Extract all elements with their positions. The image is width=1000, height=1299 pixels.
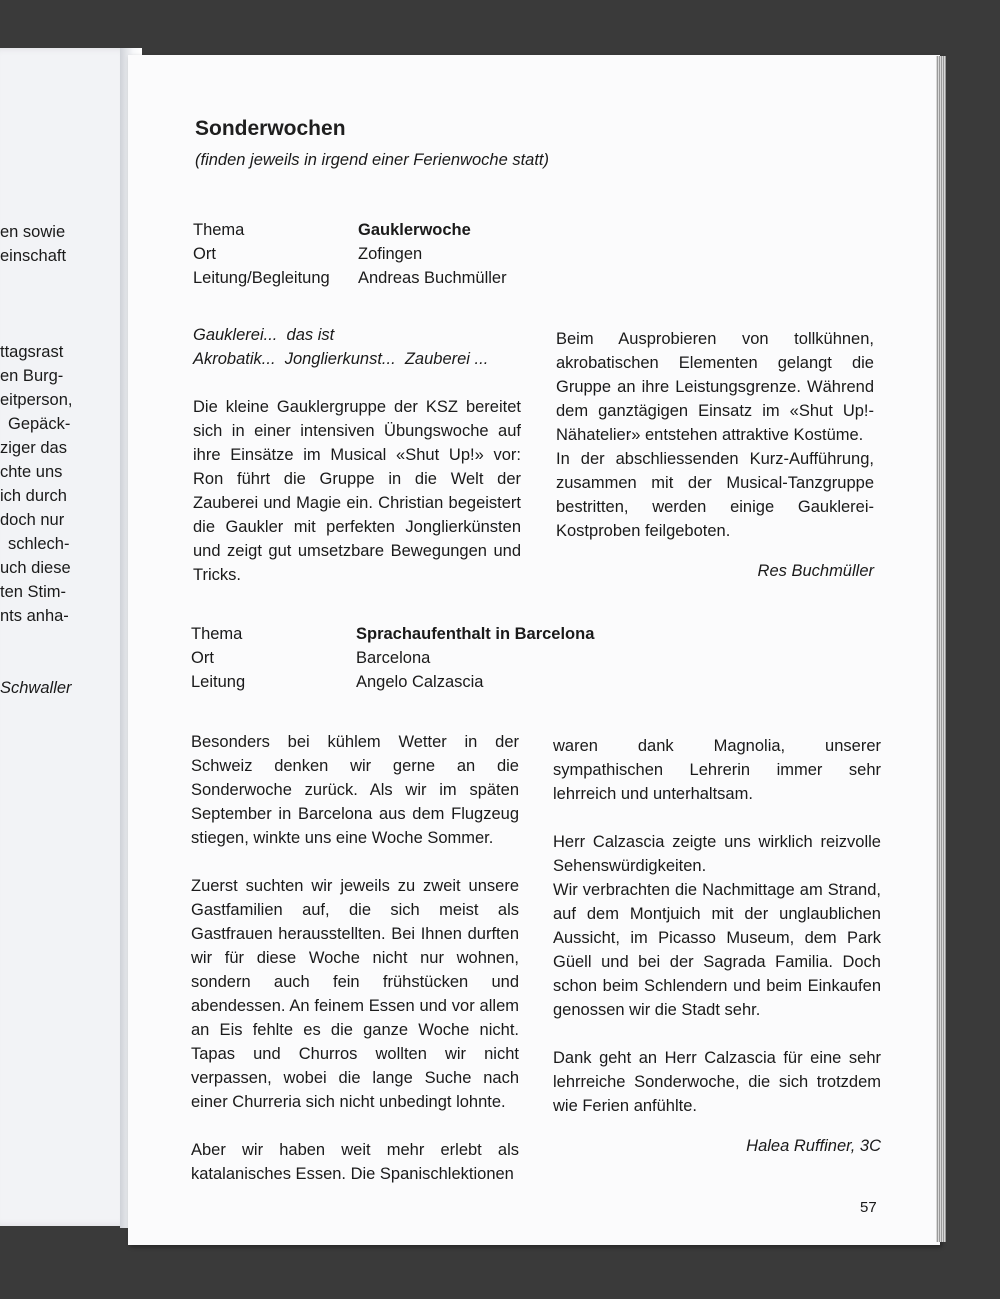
author-signature: Halea Ruffiner, 3C — [746, 1137, 881, 1155]
left-page-fragment: en Burg- — [0, 367, 64, 385]
left-page-fragment: schlech- — [8, 535, 70, 553]
info-value: Gauklerwoche — [358, 221, 471, 239]
page-title: Sonderwochen — [195, 117, 346, 140]
info-label: Thema — [191, 625, 243, 643]
paragraph: Die kleine Gauklergruppe der KSZ bereitet sich in einer intensiven Übungswoche auf ihre Einsätze im Musical «Shut Up!» vor: Ron führt die Gruppe in die Welt der Zauberei und Magie ein. Christian begeistert die Gaukler mit perfekten Jonglierkünsten und zeigt gut umsetzbare Bewegungen und Tricks. — [193, 398, 521, 584]
page-content — [128, 55, 940, 1245]
left-page-fragment: ttagsrast — [0, 343, 64, 361]
paragraph: waren dank Magnolia, unserer sympathischen Lehrerin immer sehr lehrreich und unterhaltsam. — [553, 737, 881, 803]
page-number: 57 — [860, 1199, 877, 1216]
left-page — [0, 48, 132, 1226]
left-page-fragment: doch nur — [0, 511, 65, 529]
info-row — [193, 242, 507, 266]
intro-line: Gauklerei... das ist — [193, 326, 335, 344]
page — [128, 55, 940, 1245]
author-signature: Res Buchmüller — [757, 562, 874, 580]
left-page-fragment: ten Stim- — [0, 583, 67, 601]
left-page-fragment: eitperson, — [0, 391, 73, 409]
info-value: Sprachaufenthalt in Barcelona — [356, 625, 595, 643]
left-page-fragment: ich durch — [0, 487, 67, 505]
left-page-fragment: einschaft — [0, 247, 67, 265]
info-value: Andreas Buchmüller — [358, 269, 507, 287]
info-label: Ort — [193, 245, 216, 263]
paragraph: Beim Ausprobieren von tollkühnen, akrobatischen Elementen gelangt die Gruppe an ihre Leistungsgrenze. Während dem ganztägigen Einsatz im «Shut Up!-Nähatelier» entstehen attraktive Kostüme. — [556, 330, 874, 444]
page-stack-edge — [936, 56, 946, 1242]
left-page-fragment: uch diese — [0, 559, 71, 577]
left-page-fragment: nts anha- — [0, 607, 69, 625]
info-row — [191, 646, 594, 670]
info-value: Barcelona — [356, 649, 431, 667]
week2-right-column — [553, 734, 881, 1158]
page-subtitle: (finden jeweils in irgend einer Ferienwoche statt) — [195, 151, 550, 169]
info-row — [191, 670, 594, 694]
info-row — [191, 622, 594, 646]
left-page-fragment: chte uns — [0, 463, 63, 481]
left-page-fragment: Schwaller — [0, 679, 72, 697]
paragraph: In der abschliessenden Kurz-Aufführung, zusammen mit der Musical-Tanzgruppe bestritten, werden einige Gauklerei-Kostproben feilgeboten. — [556, 450, 874, 540]
paragraph: Herr Calzascia zeigte uns wirklich reizvolle Sehenswürdigkeiten. — [553, 833, 881, 875]
paragraph: Zuerst suchten wir jeweils zu zweit unsere Gastfamilien auf, die sich meist als Gastfrauen herausstellten. Bei Ihnen durften wir für diese Woche nicht nur wohnen, sondern auch fein frühstücken und abendessen. An feinem Essen und vor allem an Eis fehlte es die ganze Woche nicht. Tapas und Churros wollten wir nicht verpassen, wobei die lange Suche nach einer Churreria sich nicht unbedingt lohnte. — [191, 877, 519, 1111]
info-label: Leitung/Begleitung — [193, 269, 330, 287]
info-label: Thema — [193, 221, 245, 239]
paragraph: Besonders bei kühlem Wetter in der Schweiz denken wir gerne an die Sonderwoche zurück. Als wir im späten September in Barcelona aus dem Flugzeug stiegen, winkte uns eine Woche Sommer. — [191, 733, 519, 847]
paragraph: Aber wir haben weit mehr erlebt als katalanisches Essen. Die Spanischlektionen — [191, 1141, 519, 1183]
left-page-fragment: en sowie — [0, 223, 66, 241]
info-label: Ort — [191, 649, 214, 667]
paragraph: Dank geht an Herr Calzascia für eine sehr lehrreiche Sonderwoche, die sich trotzdem wie Ferien anfühlte. — [553, 1049, 881, 1115]
info-row — [193, 266, 507, 290]
week2-info — [191, 622, 594, 694]
info-value: Zofingen — [358, 245, 423, 263]
info-label: Leitung — [191, 673, 246, 691]
left-page-fragment: Gepäck- — [8, 415, 71, 433]
week1-left-column — [193, 323, 521, 587]
week1-info — [193, 218, 507, 290]
week1-right-column — [556, 327, 874, 583]
info-row — [193, 218, 507, 242]
info-value: Angelo Calzascia — [356, 673, 484, 691]
paragraph: Wir verbrachten die Nachmittage am Strand, auf dem Montjuich mit der unglaublichen Aussicht, im Picasso Museum, dem Park Güell und bei der Sagrada Familia. Doch schon beim Schlendern und beim Einkaufen genossen wir die Stadt sehr. — [553, 881, 881, 1019]
week2-left-column — [191, 730, 519, 1186]
intro-line: Akrobatik... Jonglierkunst... Zauberei ... — [193, 350, 489, 368]
left-page-fragment: ziger das — [0, 439, 67, 457]
